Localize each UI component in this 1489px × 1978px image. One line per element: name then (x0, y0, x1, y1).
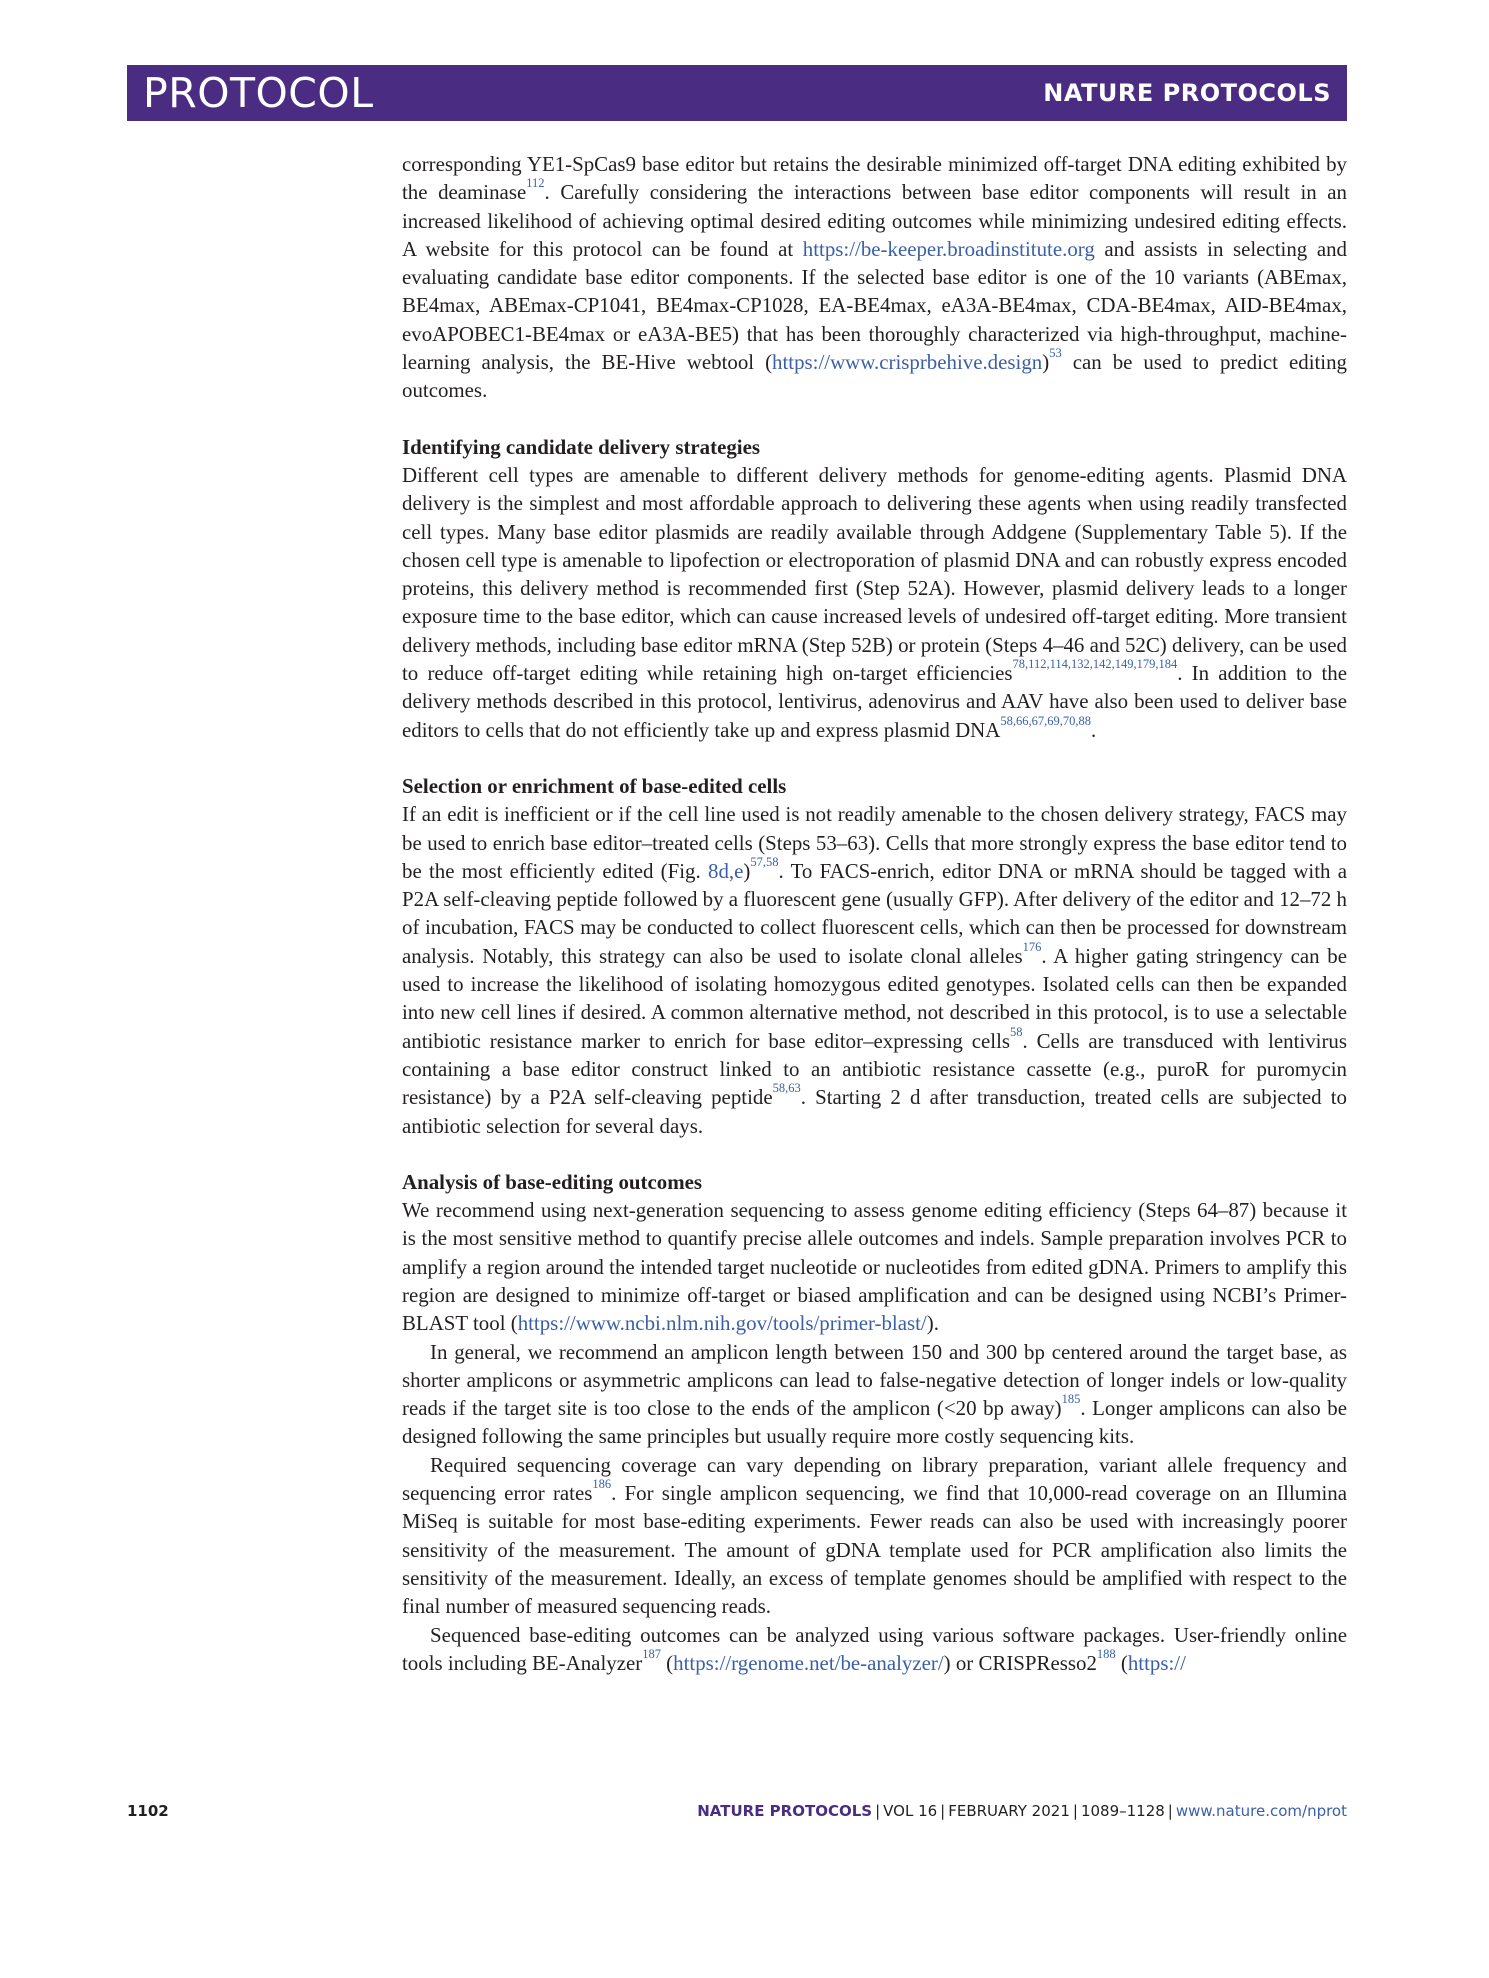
journal-name-label: NATURE PROTOCOLS (1043, 79, 1331, 107)
text-run: . Starting 2 d after transduction, treated cells are subjected to antibiotic selection for several days. (402, 1085, 1347, 1138)
analysis-paragraph-4 (402, 1621, 1347, 1678)
text-run: . A higher gating stringency can be used to increase the likelihood of isolating homozygous edited genotypes. Isolated cells can then be expanded into new cell lines if desired. A common alternative method, not described in this protocol, is to use a selectable antibiotic resistance marker to enrich for base editor–expressing cells (402, 943, 1348, 1053)
journal-header-bar (127, 65, 1347, 121)
text-run: corresponding YE1-SpCas9 base editor but retains the desirable minimized off-target DNA editing exhibited by the deaminase (402, 152, 1347, 205)
text-run: ( (660, 1650, 674, 1675)
reference-citation[interactable]: 53 (1049, 346, 1062, 361)
page-footer (127, 1802, 1347, 1826)
text-run: ) (743, 858, 751, 883)
text-run: . (1090, 717, 1097, 742)
text-run: . Carefully considering the interactions between base editor components will result in an increased likelihood of achieving optimal desired editing outcomes while minimizing undesired editing effects. A website for this protocol can be found at (402, 180, 1347, 261)
reference-citation[interactable]: 57,58 (750, 854, 779, 869)
text-run: We recommend using next-generation sequencing to assess genome editing efficiency (Steps 64–87) because it is the most sensitive method to quantify precise allele outcomes and indels. Sample preparation involves PCR to amplify a region around the intended target nucleotide or nucleotides from edited gDNA. Primers to amplify this region are designed to minimize off-target or biased amplification and can be designed using NCBI’s Primer-BLAST tool ( (402, 1198, 1347, 1336)
footer-issue: FEBRUARY 2021 (948, 1802, 1070, 1820)
text-run: If an edit is inefficient or if the cell line used is not readily amenable to the chosen delivery strategy, FACS may be used to enrich base editor–treated cells (Steps 53–63). Cells that more strongly express the base editor tend to be the most efficiently edited (Fig. (402, 802, 1347, 883)
article-type-label: PROTOCOL (143, 69, 374, 117)
text-run: Sequenced base-editing outcomes can be analyzed using various software packages. User-friendly online tools including BE-Analyzer (402, 1622, 1347, 1675)
intro-paragraph (402, 150, 1347, 405)
footer-volume: VOL 16 (883, 1802, 938, 1820)
reference-citation[interactable]: 186 (592, 1477, 612, 1492)
selection-paragraph (402, 800, 1347, 1140)
text-run: . Cells are transduced with lentivirus containing a base editor construct linked to an antibiotic resistance cassette (e.g., puroR for puromycin resistance) by a P2A self-cleaving peptide (402, 1028, 1347, 1110)
delivery-paragraph (402, 461, 1347, 744)
analysis-paragraph-1 (402, 1196, 1347, 1337)
primer-blast-link[interactable]: https://www.ncbi.nlm.nih.gov/tools/primer-blast/ (517, 1311, 927, 1336)
reference-citation[interactable]: 187 (642, 1646, 661, 1661)
text-run: ( (1115, 1650, 1128, 1675)
text-run: In general, we recommend an amplicon length between 150 and 300 bp centered around the target base, as shorter amplicons or asymmetric amplicons can lead to false-negative detection of longer indels or low-quality reads if the target site is too close to the ends of the amplicon (<20 bp away) (402, 1339, 1347, 1421)
article-body (402, 150, 1347, 1677)
section-heading-delivery: Identifying candidate delivery strategies (402, 434, 761, 459)
text-run: . In addition to the delivery methods described in this protocol, lentivirus, adenovirus and AAV have also been used to deliver base editors to cells that do not efficiently take up and express plasmid DNA (402, 661, 1347, 742)
reference-citation[interactable]: 112 (526, 176, 545, 191)
section-heading-selection: Selection or enrichment of base-edited cells (402, 773, 787, 798)
analysis-paragraph-3 (402, 1451, 1347, 1621)
reference-citation[interactable]: 176 (1022, 939, 1042, 954)
footer-pages: 1089–1128 (1080, 1802, 1165, 1820)
crispresso2-link[interactable]: https:// (1127, 1650, 1186, 1675)
figure-link[interactable]: 8d,e (708, 858, 744, 883)
text-run: ). (926, 1311, 939, 1336)
analysis-paragraph-2 (402, 1338, 1347, 1451)
be-analyzer-link[interactable]: https://rgenome.net/be-analyzer/ (673, 1650, 944, 1675)
be-keeper-link[interactable]: https://be-keeper.broadinstitute.org (802, 236, 1095, 261)
text-run: Different cell types are amenable to different delivery methods for genome-editing agents. Plasmid DNA delivery is the simplest and most affordable approach to delivering these agents when using readily transfected cell types. Many base editor plasmids are readily available through Addgene (Supplementary Table 5). If the chosen cell type is amenable to lipofection or electroporation of plasmid DNA and can robustly express encoded proteins, this delivery method is recommended first (Step 52A). However, plasmid delivery leads to a longer exposure time to the base editor, which can cause increased levels of undesired off-target editing. More transient delivery methods, including base editor mRNA (Step 52B) or protein (Steps 4–46 and 52C) delivery, can be used to reduce off-target editing while retaining high on-target efficiencies (402, 462, 1347, 686)
text-run: can be used to predict editing outcomes. (402, 350, 1347, 403)
text-run: ) (1042, 350, 1050, 375)
reference-citation[interactable]: 58,63 (772, 1081, 801, 1096)
text-run: ) or CRISPResso2 (943, 1650, 1097, 1675)
section-heading-analysis: Analysis of base-editing outcomes (402, 1169, 703, 1194)
text-run: and assists in selecting and evaluating candidate base editor components. If the selected base editor is one of the 10 variants (ABEmax, BE4max, ABEmax-CP1041, BE4max-CP1028, EA-BE4max, eA3A-BE4max, CDA-BE4max, AID-BE4max, evoAPOBEC1-BE4max or eA3A-BE5) that has been thoroughly characterized via high-throughput, machine-learning analysis, the BE-Hive webtool ( (402, 236, 1348, 375)
footer-citation: NATURE PROTOCOLS | VOL 16 | FEBRUARY 2021 | 1089–1128 | www.nature.com/nprot (697, 1802, 1347, 1820)
text-run: . For single amplicon sequencing, we find that 10,000-read coverage on an Illumina MiSeq is suitable for most base-editing experiments. Fewer reads can also be used with increasingly poorer sensitivity of the measurement. The amount of gDNA template used for PCR amplification also limits the sensitivity of the measurement. Ideally, an excess of template genomes should be amplified with respect to the final number of measured sequencing reads. (402, 1481, 1347, 1619)
text-run: . To FACS-enrich, editor DNA or mRNA should be tagged with a P2A self-cleaving peptide followed by a fluorescent gene (usually GFP). After delivery of the editor and 12–72 h of incubation, FACS may be conducted to collect fluorescent cells, which can then be processed for downstream analysis. Notably, this strategy can also be used to isolate clonal alleles (402, 858, 1348, 968)
page-number: 1102 (127, 1802, 169, 1820)
reference-citation[interactable]: 78,112,114,132,142,149,179,184 (1012, 657, 1178, 672)
footer-journal-url[interactable]: www.nature.com/nprot (1175, 1802, 1347, 1820)
footer-journal: NATURE PROTOCOLS (697, 1802, 873, 1820)
reference-citation[interactable]: 58,66,67,69,70,88 (1000, 713, 1091, 728)
reference-citation[interactable]: 185 (1061, 1392, 1081, 1407)
text-run: . Longer amplicons can also be designed following the same principles but usually require more costly sequencing kits. (402, 1396, 1347, 1449)
text-run: Required sequencing coverage can vary depending on library preparation, variant allele frequency and sequencing error rates (402, 1452, 1347, 1506)
reference-citation[interactable]: 188 (1096, 1646, 1116, 1661)
crisprbehive-link[interactable]: https://www.crisprbehive.design (772, 350, 1043, 375)
reference-citation[interactable]: 58 (1010, 1024, 1023, 1039)
